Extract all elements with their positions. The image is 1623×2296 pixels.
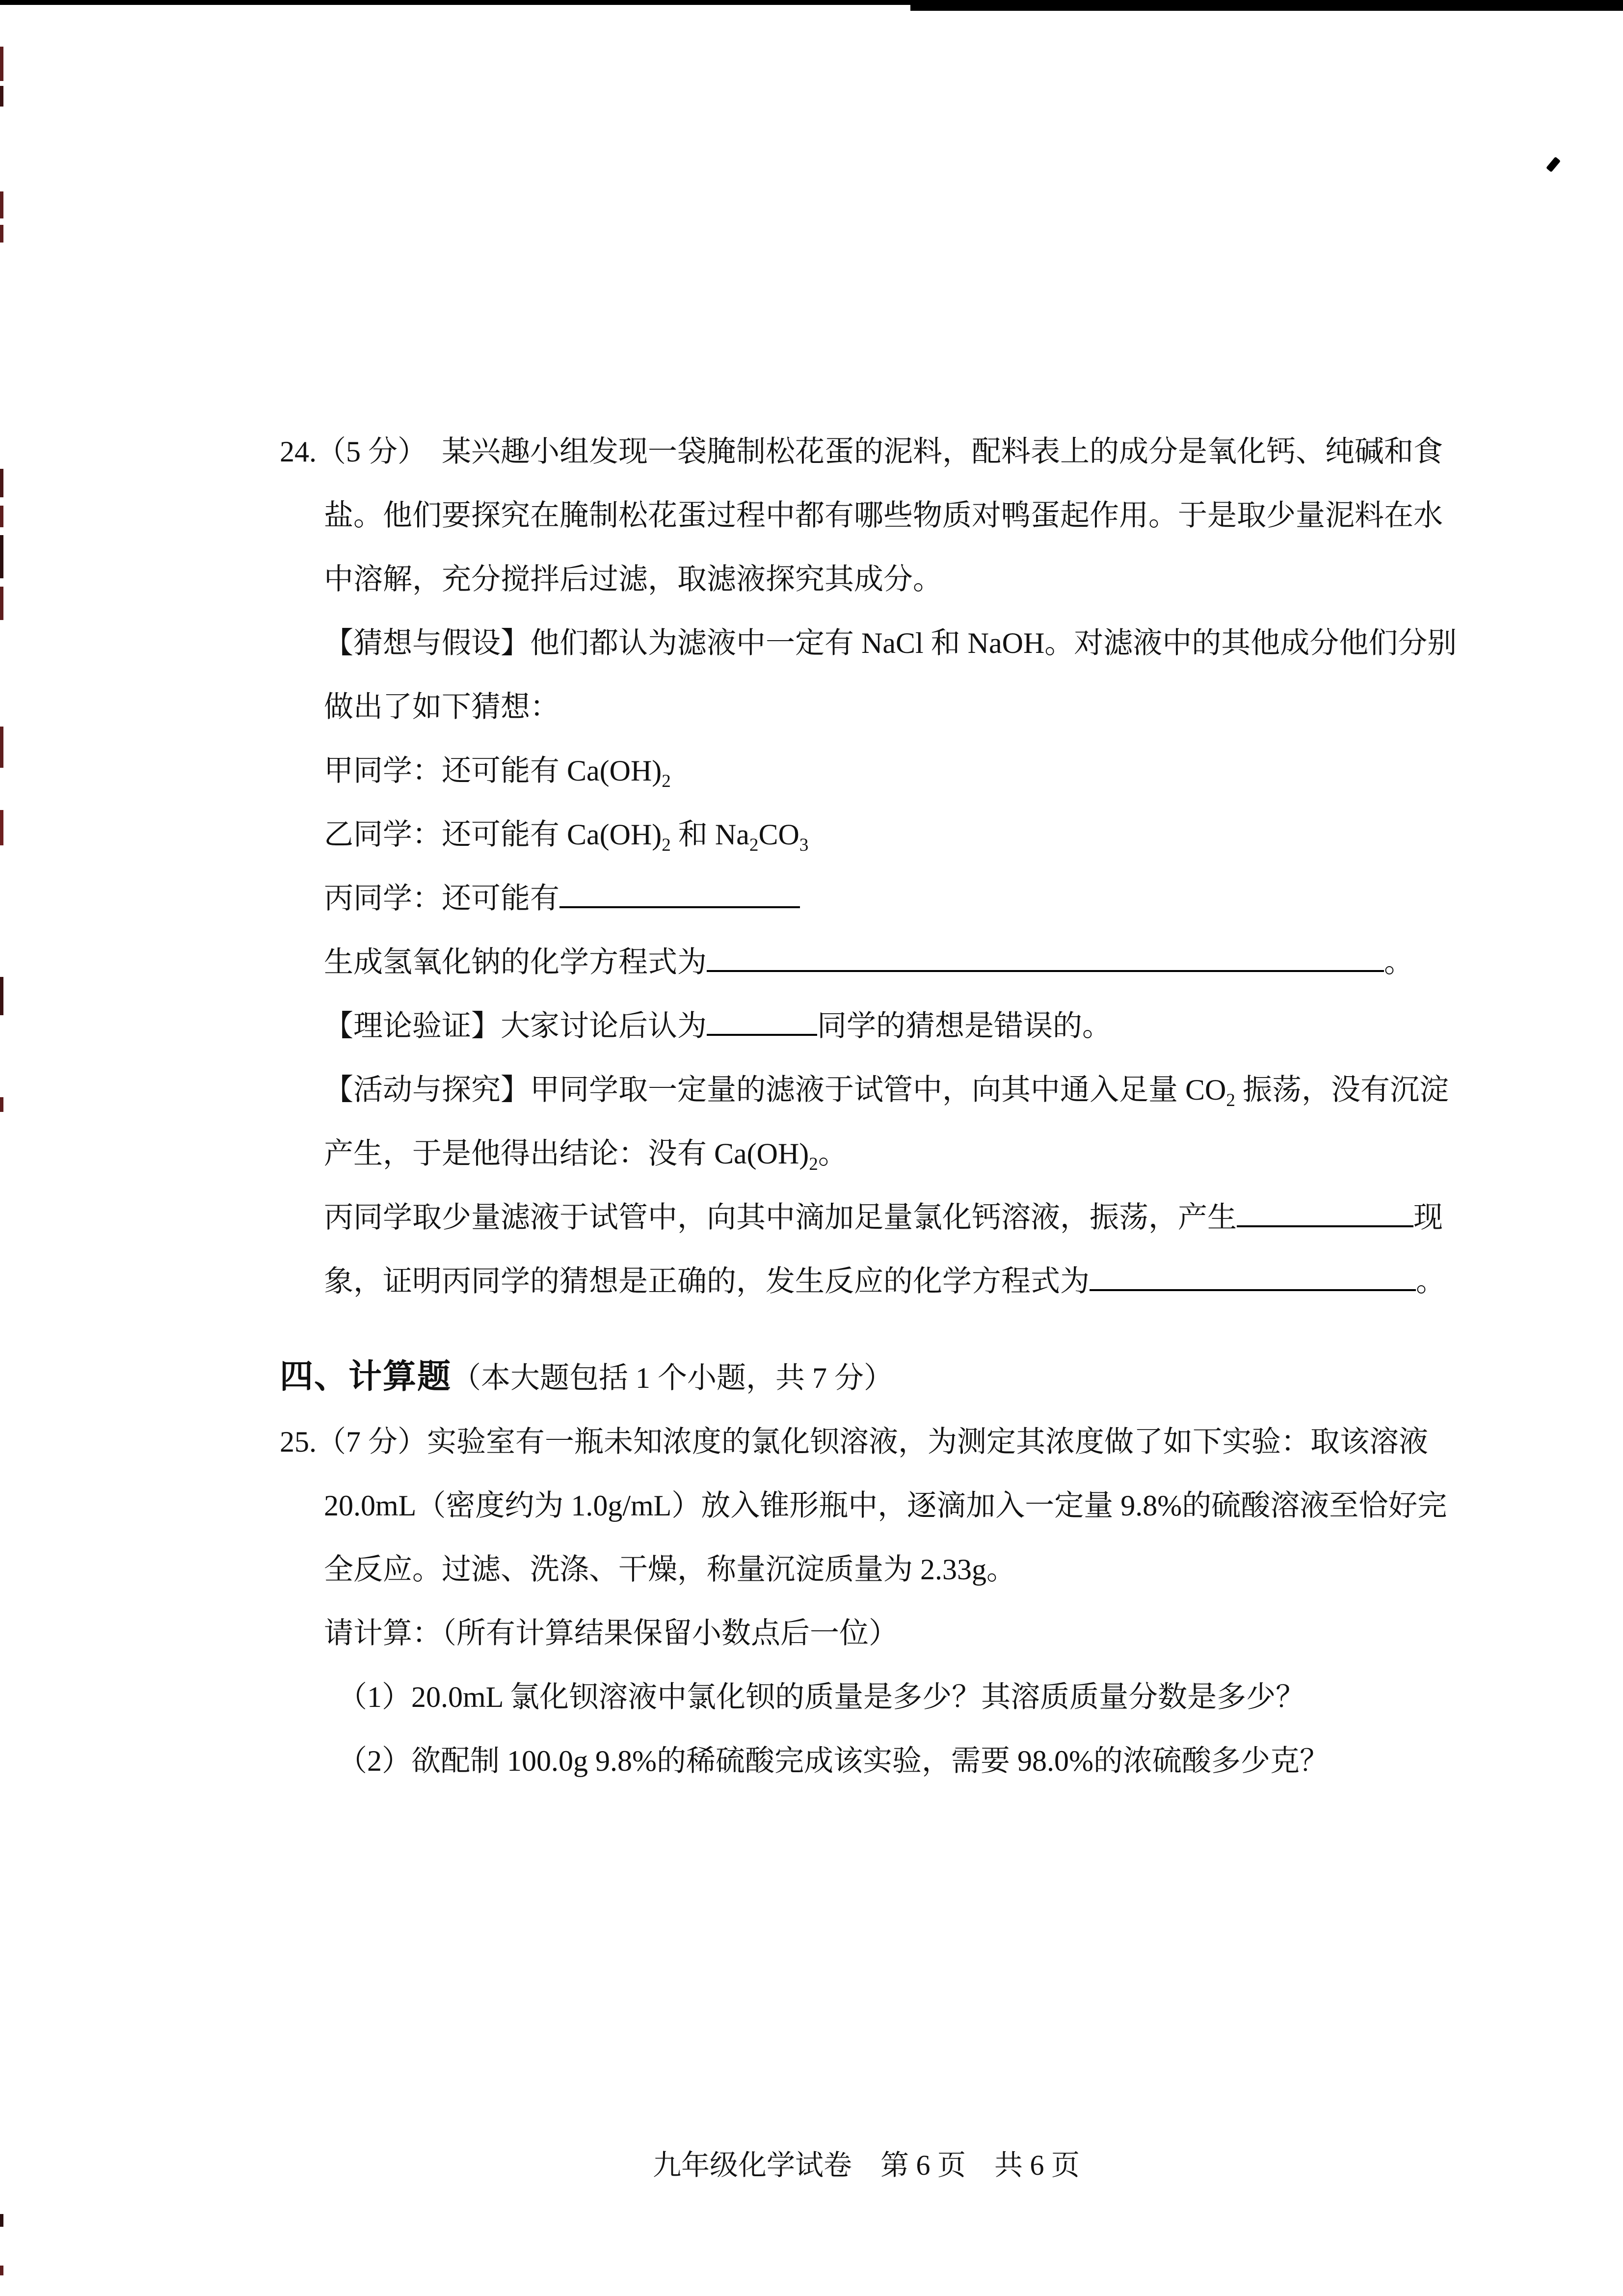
text-run: 请计算：（所有计算结果保留小数点后一位）	[324, 1617, 898, 1649]
question-24	[280, 420, 1482, 1313]
text-run: CO	[758, 818, 799, 851]
text-run: 生成氢氧化钠的化学方程式为	[324, 946, 707, 978]
text-run: 甲同学：还可能有 Ca(OH)	[324, 755, 662, 787]
scan-edge-mark	[0, 977, 3, 1015]
scan-speck	[1546, 157, 1561, 172]
scan-edge-mark	[0, 535, 3, 578]
q24-line-2	[280, 484, 1482, 547]
scan-edge-mark	[0, 587, 3, 620]
exam-page-body	[280, 0, 1482, 1793]
q25-line-5	[280, 1665, 1482, 1729]
text-run: 20.0mL（密度约为 1.0g/mL）放入锥形瓶中，逐滴加入一定量 9.8%的硫酸溶液至恰好完	[324, 1489, 1447, 1522]
q24-line-4	[280, 611, 1482, 675]
text-run: 。	[1416, 1265, 1445, 1297]
text-run: 【猜想与假设】他们都认为滤液中一定有 NaCl 和 NaOH。对滤液中的其他成分他们分别	[324, 627, 1457, 659]
chemical-subscript: 2	[809, 1154, 818, 1174]
q24-line-7	[280, 803, 1482, 866]
text-run: （1）20.0mL 氯化钡溶液中氯化钡的质量是多少？其溶质质量分数是多少？	[338, 1681, 1305, 1713]
scan-edge-mark	[0, 225, 3, 243]
text-run: 乙同学：还可能有 Ca(OH)	[324, 818, 662, 851]
q24-line-14	[280, 1249, 1482, 1313]
q24-line-8	[280, 866, 1482, 930]
answer-blank	[707, 941, 1384, 972]
scan-edge-mark	[0, 506, 3, 527]
q25-line-2	[280, 1474, 1482, 1538]
text-run: 丙同学：还可能有	[324, 882, 559, 915]
scan-edge-mark	[0, 469, 3, 497]
chemical-subscript: 2	[1226, 1090, 1235, 1110]
text-run: （2）欲配制 100.0g 9.8%的稀硫酸完成该实验，需要 98.0%的浓硫酸多少克？	[338, 1745, 1329, 1777]
text-run: 盐。他们要探究在腌制松花蛋过程中都有哪些物质对鸭蛋起作用。于是取少量泥料在水	[324, 499, 1443, 532]
q25-line-1	[280, 1410, 1482, 1474]
scan-edge-mark	[0, 86, 3, 107]
q24-line-3	[280, 547, 1482, 611]
q25-line-6	[280, 1729, 1482, 1793]
text-run: 丙同学取少量滤液于试管中，向其中滴加足量氯化钙溶液，振荡，产生	[324, 1201, 1237, 1234]
text-run: 24.（5 分） 某兴趣小组发现一袋腌制松花蛋的泥料，配料表上的成分是氧化钙、纯碱和食	[280, 435, 1443, 468]
scan-edge-mark	[0, 810, 3, 845]
answer-blank	[1237, 1196, 1413, 1227]
text-run: 中溶解，充分搅拌后过滤，取滤液探究其成分。	[324, 563, 942, 595]
text-run: 振荡，没有沉淀	[1235, 1074, 1449, 1106]
text-run: 全反应。过滤、洗涤、干燥，称量沉淀质量为 2.33g。	[324, 1553, 1016, 1586]
text-run: 。	[818, 1137, 848, 1170]
scan-edge-mark	[0, 1097, 3, 1112]
q24-line-1	[280, 420, 1482, 484]
section-4-header	[280, 1345, 1482, 1410]
text-run: 。	[1384, 946, 1413, 978]
scan-edge-mark	[0, 727, 3, 768]
q24-line-6	[280, 739, 1482, 803]
chemical-subscript: 3	[799, 835, 809, 855]
text-run: 象，证明丙同学的猜想是正确的，发生反应的化学方程式为	[324, 1265, 1090, 1297]
text-run: 同学的猜想是错误的。	[817, 1010, 1112, 1042]
text-run: 现	[1413, 1201, 1443, 1234]
scan-edge-mark	[0, 2266, 3, 2275]
answer-blank	[1090, 1260, 1416, 1291]
q24-line-5	[280, 675, 1482, 739]
text-run: 和 Na	[670, 818, 749, 851]
q25-line-3	[280, 1538, 1482, 1601]
q24-line-10	[280, 994, 1482, 1058]
q24-line-11	[280, 1058, 1482, 1122]
q24-line-13	[280, 1186, 1482, 1249]
q24-line-9	[280, 930, 1482, 994]
answer-blank	[707, 1004, 817, 1036]
answer-blank	[559, 877, 800, 908]
footer-text: 九年级化学试卷 第 6 页 共 6 页	[653, 2149, 1080, 2181]
question-25	[280, 1410, 1482, 1793]
scan-edge-mark	[0, 191, 3, 218]
scan-edge-mark	[0, 2214, 3, 2227]
text-run: 【理论验证】大家讨论后认为	[324, 1010, 707, 1042]
q24-line-12	[280, 1122, 1482, 1186]
page-footer	[653, 2149, 1080, 2182]
text-run: 产生，于是他得出结论：没有 Ca(OH)	[324, 1137, 809, 1170]
text-run: 做出了如下猜想：	[324, 691, 559, 723]
text-run: 25.（7 分）实验室有一瓶未知浓度的氯化钡溶液，为测定其浓度做了如下实验：取该溶液	[280, 1426, 1428, 1458]
section-title-bold: 四、计算题	[280, 1358, 452, 1395]
chemical-subscript: 2	[662, 771, 671, 791]
text-run: （本大题包括 1 个小题，共 7 分）	[452, 1362, 894, 1394]
q25-line-4	[280, 1601, 1482, 1665]
chemical-subscript: 2	[749, 835, 759, 855]
scan-edge-mark	[0, 47, 3, 81]
text-run: 【活动与探究】甲同学取一定量的滤液于试管中，向其中通入足量 CO	[324, 1074, 1226, 1106]
chemical-subscript: 2	[662, 835, 671, 855]
